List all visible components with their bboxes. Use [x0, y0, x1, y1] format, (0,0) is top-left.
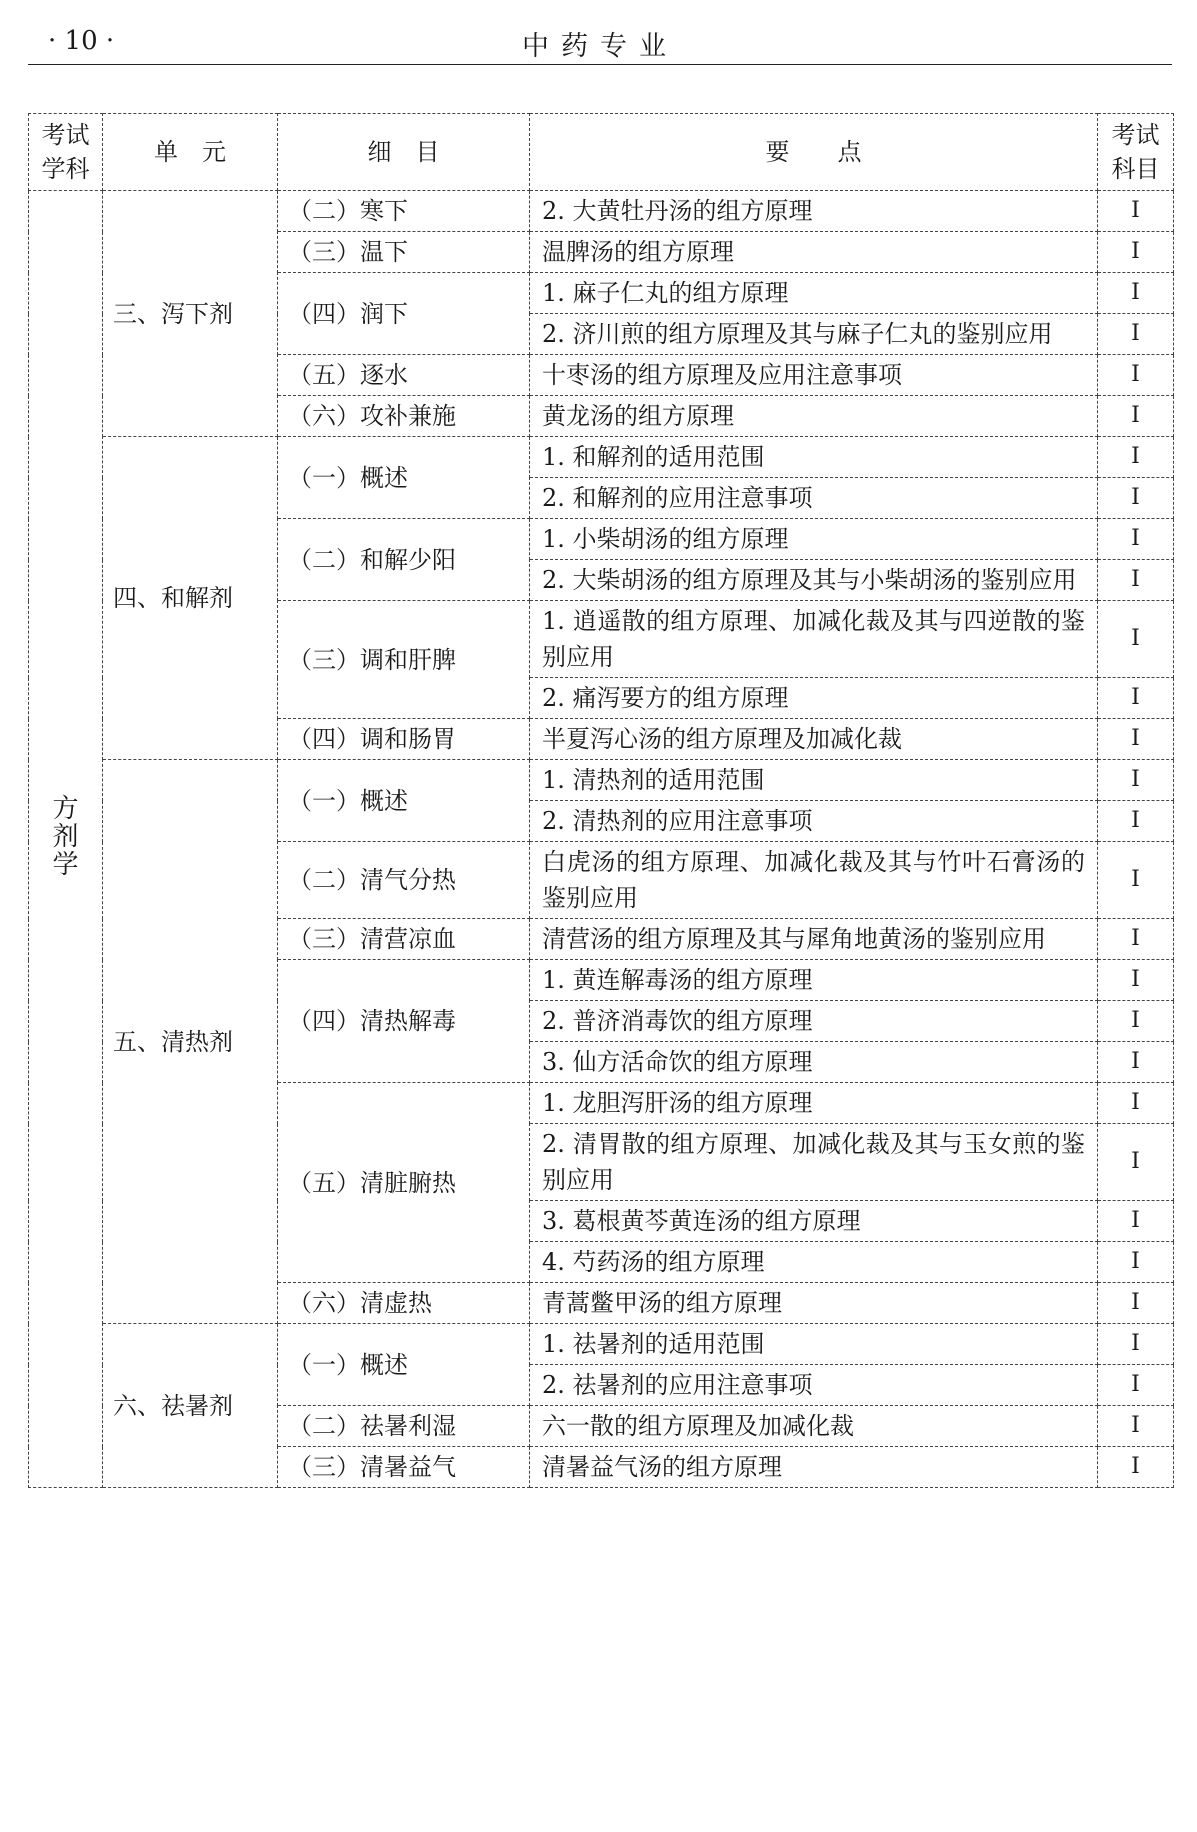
point-cell: 2. 济川煎的组方原理及其与麻子仁丸的鉴别应用	[530, 314, 1098, 355]
exam-subject-cell: Ⅰ	[1098, 1001, 1174, 1042]
exam-subject-cell: Ⅰ	[1098, 1324, 1174, 1365]
item-cell: （五）逐水	[278, 355, 530, 396]
item-cell: （四）清热解毒	[278, 960, 530, 1083]
page-number: · 10 ·	[48, 26, 115, 56]
item-cell: （三）清暑益气	[278, 1447, 530, 1488]
exam-subject-cell: Ⅰ	[1098, 355, 1174, 396]
point-cell: 1. 清热剂的适用范围	[530, 760, 1098, 801]
exam-subject-cell: Ⅰ	[1098, 478, 1174, 519]
col-header-unit: 单 元	[103, 114, 278, 191]
exam-subject-cell: Ⅰ	[1098, 801, 1174, 842]
point-cell: 清暑益气汤的组方原理	[530, 1447, 1098, 1488]
point-cell: 2. 痛泻要方的组方原理	[530, 678, 1098, 719]
exam-subject-cell: Ⅰ	[1098, 191, 1174, 232]
subject-cell	[29, 191, 103, 1488]
point-cell: 2. 大黄牡丹汤的组方原理	[530, 191, 1098, 232]
exam-subject-cell: Ⅰ	[1098, 1124, 1174, 1201]
point-cell: 白虎汤的组方原理、加减化裁及其与竹叶石膏汤的鉴别应用	[530, 842, 1098, 919]
point-cell: 黄龙汤的组方原理	[530, 396, 1098, 437]
exam-subject-cell: Ⅰ	[1098, 437, 1174, 478]
point-cell: 1. 小柴胡汤的组方原理	[530, 519, 1098, 560]
item-cell: （二）寒下	[278, 191, 530, 232]
item-cell: （四）润下	[278, 273, 530, 355]
item-cell: （二）祛暑利湿	[278, 1406, 530, 1447]
unit-cell: 五、清热剂	[103, 760, 278, 1324]
point-cell: 3. 葛根黄芩黄连汤的组方原理	[530, 1201, 1098, 1242]
item-cell: （六）清虚热	[278, 1283, 530, 1324]
exam-subject-cell: Ⅰ	[1098, 1406, 1174, 1447]
exam-subject-cell: Ⅰ	[1098, 919, 1174, 960]
exam-subject-cell: Ⅰ	[1098, 519, 1174, 560]
point-cell: 1. 黄连解毒汤的组方原理	[530, 960, 1098, 1001]
table-row	[29, 437, 1174, 478]
point-cell: 2. 清胃散的组方原理、加减化裁及其与玉女煎的鉴别应用	[530, 1124, 1098, 1201]
point-cell: 半夏泻心汤的组方原理及加减化裁	[530, 719, 1098, 760]
point-cell: 2. 清热剂的应用注意事项	[530, 801, 1098, 842]
exam-subject-cell: Ⅰ	[1098, 678, 1174, 719]
point-cell: 温脾汤的组方原理	[530, 232, 1098, 273]
point-cell: 2. 大柴胡汤的组方原理及其与小柴胡汤的鉴别应用	[530, 560, 1098, 601]
exam-subject-cell: Ⅰ	[1098, 273, 1174, 314]
item-cell: （三）温下	[278, 232, 530, 273]
item-cell: （三）清营凉血	[278, 919, 530, 960]
point-cell: 2. 祛暑剂的应用注意事项	[530, 1365, 1098, 1406]
item-cell: （一）概述	[278, 1324, 530, 1406]
item-cell: （六）攻补兼施	[278, 396, 530, 437]
table-row	[29, 760, 1174, 801]
point-cell: 2. 和解剂的应用注意事项	[530, 478, 1098, 519]
item-cell: （四）调和肠胃	[278, 719, 530, 760]
item-cell: （一）概述	[278, 760, 530, 842]
item-cell: （五）清脏腑热	[278, 1083, 530, 1283]
point-cell: 1. 和解剂的适用范围	[530, 437, 1098, 478]
col-header-subject: 考试学科	[29, 114, 103, 191]
item-cell: （二）清气分热	[278, 842, 530, 919]
col-header-exam-subject: 考试科目	[1098, 114, 1174, 191]
exam-subject-cell: Ⅰ	[1098, 1365, 1174, 1406]
table-row	[29, 191, 1174, 232]
table-header-row	[29, 114, 1174, 191]
exam-subject-cell: Ⅰ	[1098, 396, 1174, 437]
exam-subject-cell: Ⅰ	[1098, 1447, 1174, 1488]
exam-subject-cell: Ⅰ	[1098, 232, 1174, 273]
point-cell: 1. 逍遥散的组方原理、加减化裁及其与四逆散的鉴别应用	[530, 601, 1098, 678]
point-cell: 4. 芍药汤的组方原理	[530, 1242, 1098, 1283]
exam-subject-cell: Ⅰ	[1098, 314, 1174, 355]
exam-subject-cell: Ⅰ	[1098, 560, 1174, 601]
exam-subject-cell: Ⅰ	[1098, 1083, 1174, 1124]
table-row	[29, 1324, 1174, 1365]
exam-subject-cell: Ⅰ	[1098, 1283, 1174, 1324]
item-cell: （二）和解少阳	[278, 519, 530, 601]
exam-subject-cell: Ⅰ	[1098, 842, 1174, 919]
point-cell: 六一散的组方原理及加减化裁	[530, 1406, 1098, 1447]
point-cell: 3. 仙方活命饮的组方原理	[530, 1042, 1098, 1083]
point-cell: 1. 龙胆泻肝汤的组方原理	[530, 1083, 1098, 1124]
point-cell: 1. 祛暑剂的适用范围	[530, 1324, 1098, 1365]
exam-subject-cell: Ⅰ	[1098, 719, 1174, 760]
exam-subject-cell: Ⅰ	[1098, 960, 1174, 1001]
page-title: 中药专业	[522, 31, 678, 62]
exam-subject-cell: Ⅰ	[1098, 601, 1174, 678]
unit-cell: 四、和解剂	[103, 437, 278, 760]
exam-subject-cell: Ⅰ	[1098, 760, 1174, 801]
col-header-item: 细 目	[278, 114, 530, 191]
point-cell: 十枣汤的组方原理及应用注意事项	[530, 355, 1098, 396]
col-header-points: 要 点	[530, 114, 1098, 191]
point-cell: 清营汤的组方原理及其与犀角地黄汤的鉴别应用	[530, 919, 1098, 960]
subject-label: 方剂学	[52, 794, 79, 880]
point-cell: 青蒿鳖甲汤的组方原理	[530, 1283, 1098, 1324]
exam-subject-cell: Ⅰ	[1098, 1042, 1174, 1083]
point-cell: 2. 普济消毒饮的组方原理	[530, 1001, 1098, 1042]
page-header	[28, 18, 1172, 65]
item-cell: （一）概述	[278, 437, 530, 519]
unit-cell: 三、泻下剂	[103, 191, 278, 437]
item-cell: （三）调和肝脾	[278, 601, 530, 719]
unit-cell: 六、祛暑剂	[103, 1324, 278, 1488]
exam-subject-cell: Ⅰ	[1098, 1201, 1174, 1242]
point-cell: 1. 麻子仁丸的组方原理	[530, 273, 1098, 314]
syllabus-table	[28, 113, 1174, 1488]
exam-subject-cell: Ⅰ	[1098, 1242, 1174, 1283]
